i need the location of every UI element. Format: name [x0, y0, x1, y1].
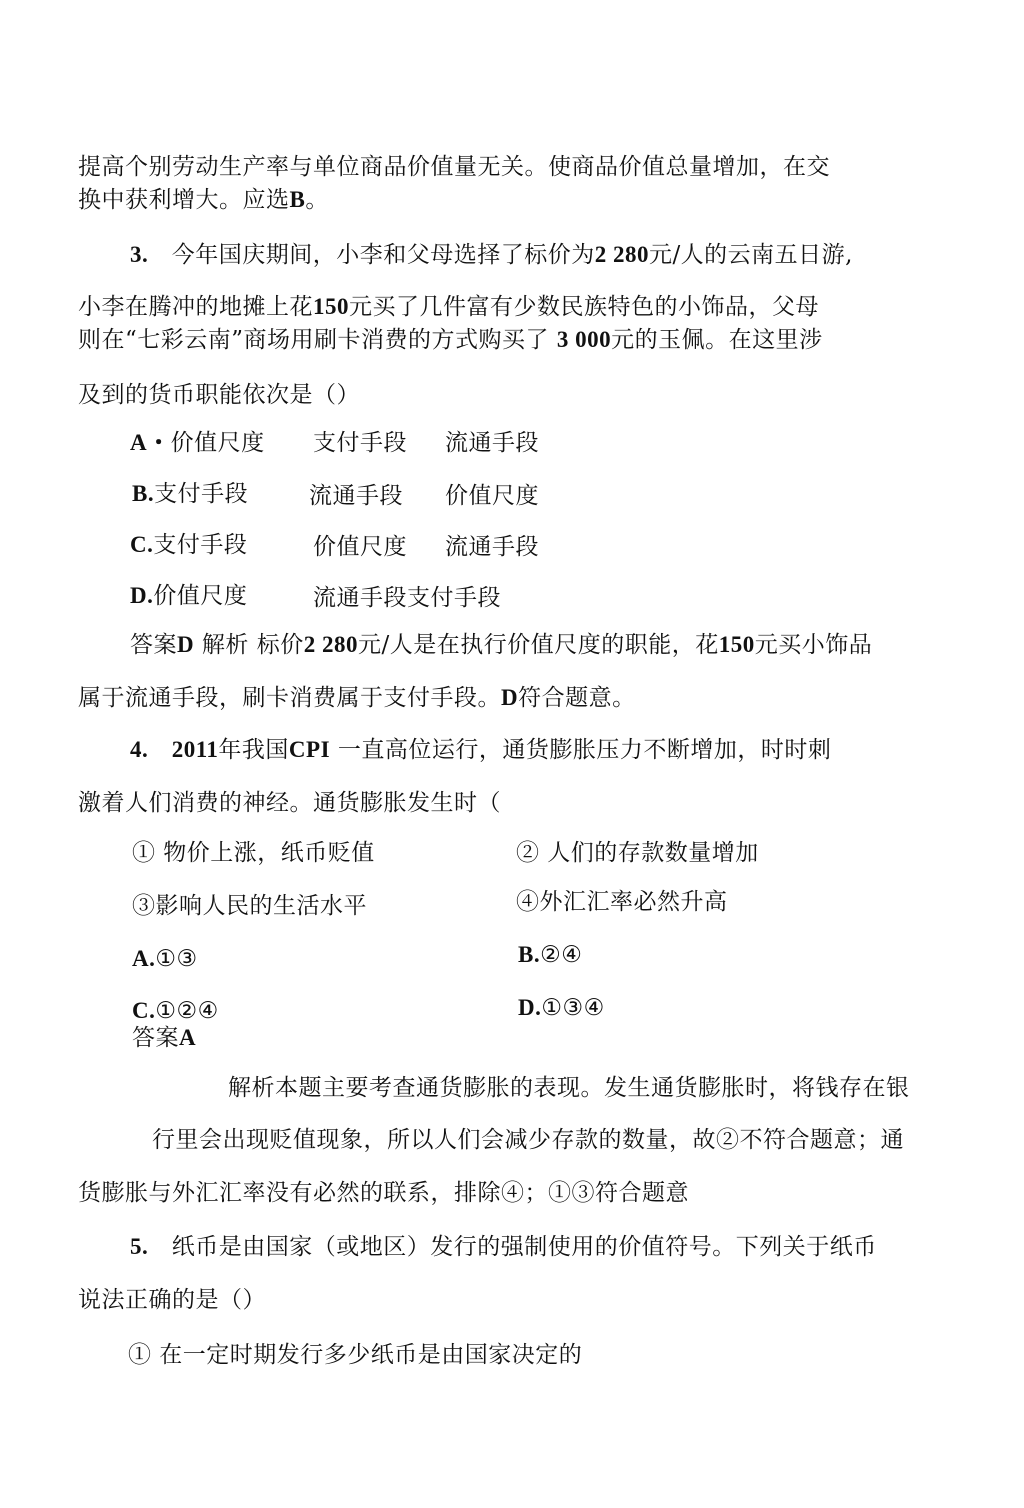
answer-choice: D — [177, 632, 195, 657]
q4-option-c — [132, 996, 219, 1026]
q3-ans-c: 解析 标价 — [194, 632, 304, 658]
q4-line-2: 激着人们消费的神经。通货膨胀发生时（ — [78, 790, 501, 816]
prev-answer-choice: B — [289, 187, 306, 212]
q4-year: 2011 — [171, 737, 219, 762]
q3-l2-a: 小李在腾冲的地摊上花 — [78, 294, 313, 320]
q4-explanation-line-2: 行里会出现贬值现象，所以人们会减少存款的数量，故②不符合题意；通 — [152, 1127, 904, 1153]
q3-l3-c: 元的玉佩。在这里涉 — [611, 327, 823, 353]
q4-item-1: ① 物价上涨，纸币贬值 — [132, 840, 375, 866]
q3-option-a-col-3: 流通手段 — [445, 430, 539, 456]
option-text: ②④ — [540, 942, 583, 968]
q3-answer-line-1 — [130, 630, 872, 660]
q3-ans-price-1: 2 280 — [303, 632, 358, 657]
q3-ans2-choice: D — [501, 685, 519, 710]
q5-l1-text: 纸币是由国家（或地区）发行的强制使用的价值符号。下列关于纸币 — [171, 1234, 877, 1260]
q3-line-1 — [130, 240, 853, 270]
q3-l3-a: 则在“七彩云南”商场用刷卡消费的方式购买了 — [78, 327, 557, 353]
q3-text-b: 元/人的云南五日游, — [648, 242, 853, 268]
answer-label: 答案 — [130, 632, 177, 658]
q3-option-c-col-3: 流通手段 — [445, 534, 539, 560]
q5-line-1 — [130, 1232, 877, 1262]
q3-option-b — [132, 479, 248, 509]
option-label: B. — [518, 942, 541, 967]
option-col-1: 支付手段 — [153, 532, 248, 558]
q4-explanation-line-1: 解析本题主要考查通货膨胀的表现。发生通货膨胀时，将钱存在银 — [228, 1075, 910, 1101]
option-text: ①③④ — [541, 995, 605, 1021]
option-label: D. — [130, 583, 154, 608]
q3-text-a: 今年国庆期间，小李和父母选择了标价为 — [171, 242, 595, 268]
q3-option-b-col-3: 价值尺度 — [445, 483, 539, 509]
q3-price-1: 2 280 — [594, 242, 649, 267]
q4-cpi: CPI — [288, 737, 331, 762]
option-col-1: 价值尺度 — [170, 430, 265, 456]
q3-option-d — [130, 581, 247, 611]
option-label: C. — [132, 998, 156, 1023]
q3-ans2-c: 符合题意。 — [518, 685, 636, 711]
q4-l1-d: 一直高位运行，通货膨胀压力不断增加，时时刺 — [330, 737, 832, 763]
q3-line-2 — [78, 292, 819, 322]
q3-option-b-col-2: 流通手段 — [309, 483, 403, 509]
prev-answer-line-2 — [78, 185, 329, 215]
q4-item-3: ③影响人民的生活水平 — [132, 893, 367, 919]
q3-line-4: 及到的货币职能依次是（） — [78, 382, 360, 408]
q4-answer — [132, 1023, 196, 1053]
prev-answer-line-1: 提高个别劳动生产率与单位商品价值量无关。使商品价值总量增加，在交 — [78, 154, 830, 180]
option-label: A. — [132, 946, 156, 971]
q5-item-1: ① 在一定时期发行多少纸币是由国家决定的 — [128, 1342, 583, 1368]
option-text: ①②④ — [155, 998, 219, 1024]
q4-line-1 — [130, 735, 831, 765]
q3-number: 3. — [130, 242, 149, 267]
option-label: B. — [132, 481, 155, 506]
q5-line-2: 说法正确的是（） — [78, 1287, 266, 1313]
q4-item-2: ② 人们的存款数量增加 — [516, 840, 759, 866]
q4-number: 4. — [130, 737, 149, 762]
option-col-1: 支付手段 — [154, 481, 249, 507]
q3-option-c-col-2: 价值尺度 — [313, 534, 407, 560]
q3-option-d-col-2: 流通手段支付手段 — [313, 585, 501, 611]
answer-label: 答案 — [132, 1025, 179, 1051]
q3-price-2: 150 — [313, 294, 349, 319]
q3-line-3 — [78, 325, 823, 355]
q3-answer-line-2 — [78, 683, 636, 713]
prev-answer-period: 。 — [305, 187, 329, 213]
q3-option-c — [130, 530, 247, 560]
q4-option-a — [132, 944, 198, 974]
option-label: A・ — [130, 430, 171, 455]
q4-option-d — [518, 993, 605, 1023]
q4-option-b — [518, 940, 582, 970]
option-label: C. — [130, 532, 154, 557]
q3-ans2-a: 属于流通手段，刷卡消费属于支付手段。 — [78, 685, 501, 711]
prev-answer-text: 换中获利增大。应选 — [78, 187, 290, 213]
q3-l2-c: 元买了几件富有少数民族特色的小饰品，父母 — [349, 294, 819, 320]
q3-option-a — [130, 428, 265, 458]
q3-ans-g: 元买小饰品 — [754, 632, 873, 658]
answer-choice: A — [179, 1025, 197, 1050]
q3-option-a-col-2: 支付手段 — [313, 430, 407, 456]
q3-ans-price-2: 150 — [718, 632, 755, 657]
q3-price-3: 3 000 — [556, 327, 612, 352]
q4-item-4: ④外汇汇率必然升高 — [516, 889, 728, 915]
option-text: ①③ — [155, 946, 198, 972]
q4-l1-b: 年我国 — [218, 737, 289, 763]
q5-number: 5. — [130, 1234, 149, 1259]
q3-ans-e: 元/人是在执行价值尺度的职能，花 — [358, 632, 719, 658]
option-label: D. — [518, 995, 542, 1020]
q4-explanation-line-3: 货膨胀与外汇汇率没有必然的联系，排除④；①③符合题意 — [78, 1180, 689, 1206]
option-col-1: 价值尺度 — [153, 583, 248, 609]
